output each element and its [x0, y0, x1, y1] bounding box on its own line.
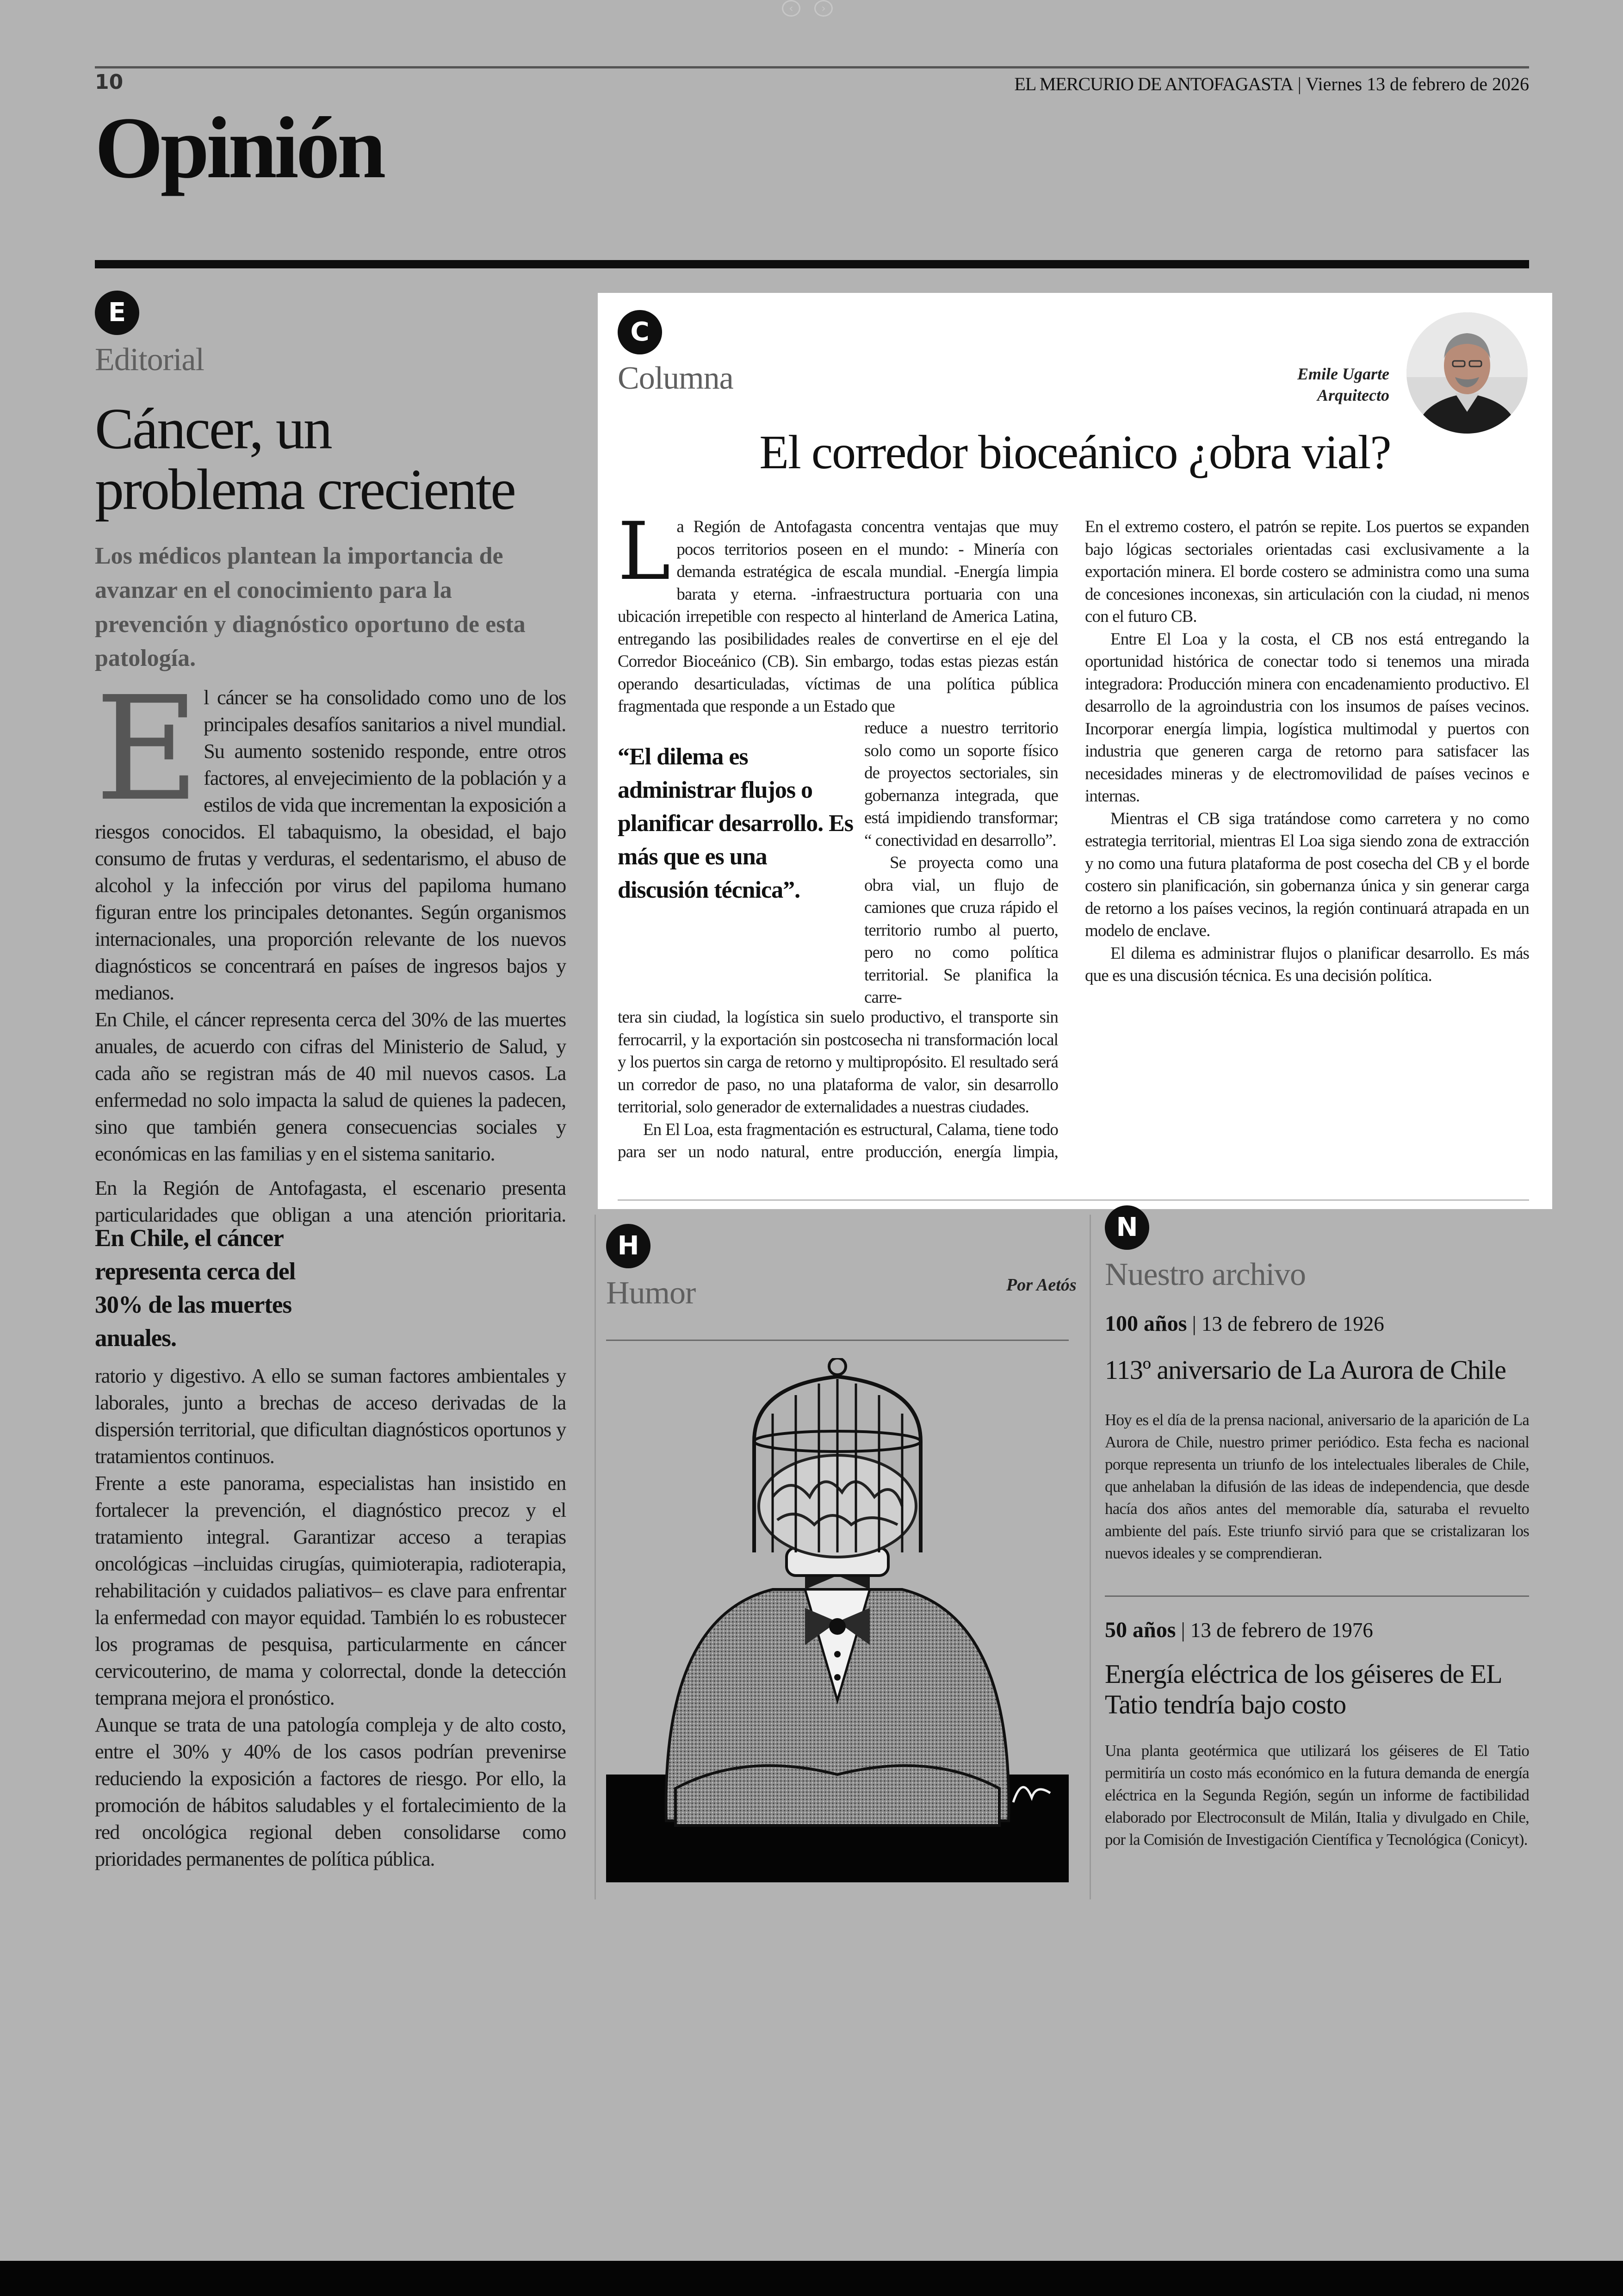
- column-paragraph-3: En El Loa, esta fragmentación es estructural, Calama, tiene todo para ser un nodo natural, entre producción, energía limpia,: [618, 1120, 1058, 1161]
- archive-item1-body: Hoy es el día de la prensa nacional, aniversario de la aparición de La Aurora de Chile, nuestro primer periódico. Esta fecha es nacional porque representa un triunfo de los intelectuales liberales de Chile, que anhelaban la difusión de las ideas de independencia, que desde hacía dos años antes del memorable día, saturaba el revuelto ambiente del país. Este triunfo sirvió para que se cristalizaran los nuevos ideales y se comprendieran.: [1105, 1411, 1529, 1562]
- archive-item2-title: Energía eléctrica de los géiseres de EL Tatio tendría bajo costo: [1105, 1659, 1501, 1719]
- column-paragraph-2-end: tera sin ciudad, la logística sin suelo productivo, el transporte sin ferrocarril, y la exportación sin postcosecha ni transformación local y los puertos sin carga de retorno y multipropósito. El resultado será un corredor de paso, no una plataforma de valor, sin desarrollo territorial, solo generador de externalidades a nuestras ciudades.: [618, 1008, 1058, 1117]
- archive-item1-years: 100 años: [1105, 1311, 1187, 1336]
- humor-cartoon: [606, 1358, 1069, 1882]
- column-text-col1-top: [618, 505, 1058, 718]
- archive-badge-icon: N: [1105, 1205, 1149, 1250]
- editorial-pull-quote: En Chile, el cáncer representa cerca del 30% de las muertes anuales.: [95, 1225, 296, 1352]
- archive-item2-years: 50 años: [1105, 1618, 1176, 1642]
- editorial-kicker: Editorial: [95, 342, 204, 378]
- humor-badge-icon: H: [606, 1224, 650, 1268]
- editorial-body-top: [95, 666, 566, 1167]
- editorial-headline-line-2: problema creciente: [95, 458, 515, 522]
- humor-kicker: Humor: [606, 1275, 696, 1311]
- archive-item1-title: 113º aniversario de La Aurora de Chile: [1105, 1355, 1506, 1385]
- section-rule: [95, 260, 1529, 268]
- author-portrait-icon: [1406, 312, 1528, 434]
- editorial-paragraph-3-start: En la Región de Antofagasta, el escenario presenta particularidades que obligan a una atención prioritaria.: [95, 1176, 566, 1226]
- masthead: EL MERCURIO DE ANTOFAGASTA | Viernes 13 de febrero de 2026: [1014, 74, 1529, 94]
- archive-item2-header: 50 años | 13 de febrero de 1976: [1105, 1618, 1373, 1642]
- column-divider-left: [595, 1215, 596, 1899]
- page-number: 10: [95, 70, 124, 94]
- newspaper-name: EL MERCURIO DE ANTOFAGASTA: [1014, 74, 1293, 94]
- header-top-rule: [95, 66, 1529, 68]
- archive-kicker: Nuestro archivo: [1105, 1257, 1306, 1292]
- column-divider-right: [1090, 1215, 1091, 1899]
- editorial-body-narrow: [340, 1201, 566, 1389]
- archive-item1-header: 100 años | 13 de febrero de 1926: [1105, 1311, 1384, 1336]
- column-dropcap: L: [618, 505, 670, 598]
- column-kicker: Columna: [618, 360, 733, 396]
- editorial-paragraph-4: Frente a este panorama, especialistas han insistido en fortalecer la prevención, el diagnóstico precoz y el tratamiento integral. Garantizar acceso a terapias oncológicas –incluidas cirugías, quimioterapia, radioterapia, rehabilitación y cuidados paliativos– es clave para enfrentar la enfermedad con mayor equidad. También lo es robustecer los programas de pesquisa, particularmente en cáncer cervicouterino, de mama y colorrectal, donde la detección temprana mejora el pronóstico.: [95, 1471, 566, 1709]
- column-text-narrow: [864, 717, 1058, 1009]
- column-text-col2: [1085, 516, 1529, 1192]
- archive-rule: [1105, 1595, 1529, 1597]
- column-pull-quote: “El dilema es administrar flujos o planificar desarrollo. Es más que es una discusión técnica”.: [618, 744, 853, 903]
- archive-item2-body: Una planta geotérmica que utilizará los géiseres de El Tatio permitiría un costo más económico en la futura demanda de energía eléctrica en la Segunda Región, según un informe de factibilidad elaborado por Electroconsult de Milán, Italia y divulgado en Chile, por la Comisión de Investigación Científica y Tecnológica (Conicyt).: [1105, 1742, 1529, 1849]
- column-paragraph-2-start: Se proyecta como una obra vial, un flujo de camiones que cruza rápido el territorio rumbo al puerto, pero no como política territorial. Se planifica la carre-: [864, 853, 1058, 1007]
- column-text-col1-bottom: [618, 1006, 1058, 1164]
- editorial-badge-icon: E: [95, 291, 139, 335]
- column-author-role: Arquitecto: [1317, 386, 1389, 404]
- column-author-name: Emile Ugarte: [1297, 365, 1389, 383]
- editorial-headline-line-1: Cáncer, un: [95, 397, 331, 461]
- editorial-paragraph-1: El cáncer se ha consolidado como uno de los principales desafíos sanitarios a nivel mundial. Su aumento sostenido responde, entre otros factores, al envejecimiento de la población y a estilos de vida que incrementan la exposición a riesgos conocidos. El tabaquismo, la obesidad, el bajo consumo de frutas y verduras, el sedentarismo, el abuso de alcohol y la infección por virus del papiloma humano figuran entre los principales detonantes. Según organismos internacionales, una proporción relevante de los nuevos diagnósticos se concentrará en países de ingresos bajos y medianos.: [95, 666, 566, 1004]
- editorial-deck: Los médicos plantean la importancia de avanzar en el conocimiento para la prevención y diagnóstico oportuno de esta patología.: [95, 543, 526, 672]
- column-headline: El corredor bioceánico ¿obra vial?: [759, 426, 1391, 479]
- humor-author: Por Aetós: [1006, 1275, 1077, 1295]
- previous-page-icon[interactable]: ‹: [782, 0, 800, 17]
- viewer-nav: [782, 0, 842, 19]
- column-paragraph-7: El dilema es administrar flujos o planificar desarrollo. Es más que es una discusión técnica. Es una decisión política.: [1085, 943, 1529, 985]
- editorial-paragraph-5: Aunque se trata de una patología compleja y de alto costo, entre el 30% y 40% de los casos podrían prevenirse reduciendo la exposición a factores de riesgo. Por ello, la promoción de hábitos saludables y el fortalecimiento de la red oncológica regional deben consolidarse como prioridades permanentes de política pública.: [95, 1713, 566, 1870]
- column-badge-icon: C: [618, 310, 662, 354]
- editorial-paragraph-2: En Chile, el cáncer representa cerca del 30% de las muertes anuales, de acuerdo con cifras del Ministerio de Salud, y cada año se registran más de 40 mil nuevos casos. La enfermedad no solo impacta la salud de quienes la padecen, sino que también genera consecuencias sociales y económicas en las familias y en el sistema sanitario.: [95, 1008, 566, 1165]
- column-paragraph-4: En el extremo costero, el patrón se repite. Los puertos se expanden bajo lógicas sectoriales orientadas casi exclusivamente a la exportación minera. El borde costero se administra como una suma de concesiones inconexas, sin articulación con la ciudad, ni menos con el futuro CB.: [1085, 517, 1529, 626]
- editorial-body-bottom: [95, 1362, 566, 1872]
- column-author: [1297, 363, 1389, 406]
- column-paragraph-1: La Región de Antofagasta concentra ventajas que muy pocos territorios poseen en el mundo: - Minería con demanda estratégica de escala mundial. -Energía limpia barata y eterna. -infraestructura portuaria con una ubicación irrepetible con respecto al hinterland de America Latina, entregando las posibilidades reales de convertirse en el eje del Corredor Bioceánico (CB). Sin embargo, todas estas piezas están operando desarticuladas, víctimas de una política pública fragmentada que responde a un Estado que: [618, 505, 1058, 716]
- humor-rule: [606, 1340, 1069, 1341]
- editorial-paragraph-3-end: ratorio y digestivo. A ello se suman factores ambientales y laborales, junto a brechas de acceso derivadas de la dispersión territorial, que dificultan diagnósticos oportunos y tratamientos continuos.: [95, 1364, 566, 1468]
- column-paragraph-5: Entre El Loa y la costa, el CB nos está entregando la oportunidad histórica de conectar todo si tenemos una mirada integradora: Producción minera con encadenamiento productivo. El desarrollo de la agroindustria con los insumos de países vecinos. Incorporar energía limpia, logística multimodal y puertos con industria que generen carga de retorno para satisfacer las necesidades mineras y de electromovilidad de países vecinos e internas.: [1085, 629, 1529, 806]
- issue-date: Viernes 13 de febrero de 2026: [1306, 74, 1529, 94]
- editorial-headline: [95, 399, 581, 520]
- column-paragraph-1-cont: reduce a nuestro territorio solo como un soporte físico de proyectos sectoriales, sin gobernanza integrada, que está impidiendo transformar; “ conectividad en desarrollo”.: [864, 719, 1058, 850]
- author-photo: [1406, 312, 1528, 434]
- archive-item1-date: 13 de febrero de 1926: [1201, 1312, 1384, 1335]
- caged-brain-cartoon-icon: [606, 1358, 1069, 1882]
- section-title: Opinión: [95, 99, 384, 197]
- column-paragraph-6: Mientras el CB siga tratándose como carretera y no como estrategia territorial, mientras El Loa siga siendo zona de extracción y no como una futura plataforma de post cosecha del CB y el borde costero sin planificación, sin gobernanza única y sin generar carga de retorno a los países vecinos, la región continuará atrapada en un modelo de enclave.: [1085, 809, 1529, 940]
- next-page-icon[interactable]: ›: [814, 0, 833, 17]
- editorial-dropcap: E: [95, 666, 199, 833]
- archive-item2-date: 13 de febrero de 1976: [1190, 1619, 1373, 1642]
- bottom-bar: [0, 2261, 1623, 2296]
- column-bottom-rule: [618, 1199, 1529, 1201]
